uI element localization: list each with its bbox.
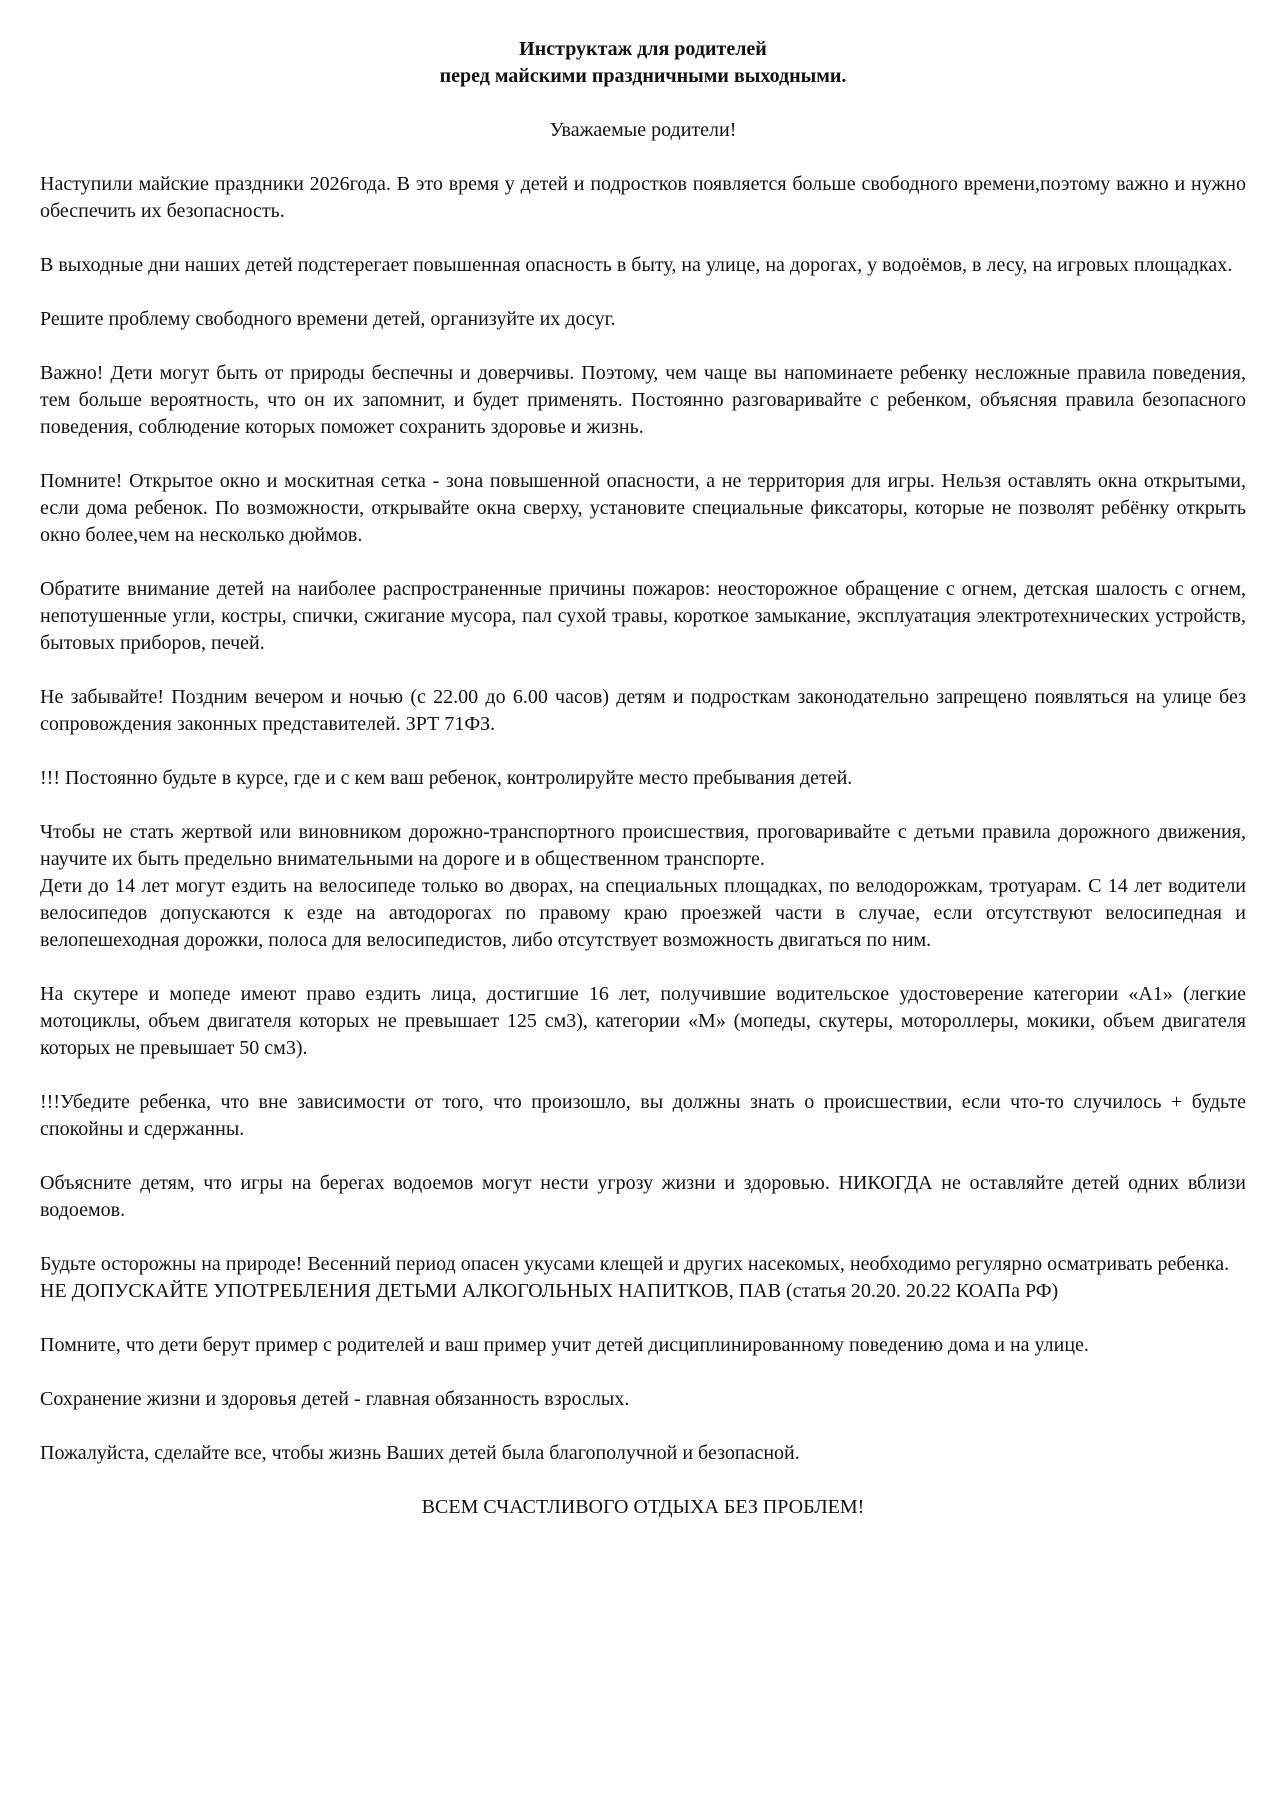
paragraph-alcohol: НЕ ДОПУСКАЙТЕ УПОТРЕБЛЕНИЯ ДЕТЬМИ АЛКОГОЛЬНЫХ НАПИТКОВ, ПАВ (статья 20.20. 20.22 КОАПа РФ) (40, 1280, 1059, 1302)
paragraph-water: Объясните детям, что игры на берегах водоемов могут нести угрозу жизни и здоровью. НИКОГДА не оставляйте детей одних вблизи водоемов. (40, 1172, 1246, 1221)
paragraph-important: Важно! Дети могут быть от природы беспечны и доверчивы. Поэтому, чем чаще вы напоминаете ребенку несложные правила поведения, тем больше вероятность, что он их запомнит, и будет применять. Постоянно разговаривайте с ребенком, объясняя правила безопасного поведения, соблюдение которых поможет сохранить здоровье и жизнь. (40, 362, 1246, 438)
paragraph-road-safety: Чтобы не стать жертвой или виновником дорожно-транспортного происшествия, проговаривайте с детьми правила дорожного движения, научите их быть предельно внимательными на дороге и в общественном транспорте. (40, 821, 1246, 870)
paragraph-duty: Сохранение жизни и здоровья детей - главная обязанность взрослых. (40, 1388, 630, 1410)
paragraph-holidays: Наступили майские праздники 2026года. В это время у детей и подростков появляется больше свободного времени,поэтому важно и нужно обеспечить их безопасность. (40, 173, 1246, 222)
paragraph-example: Помните, что дети берут пример с родителей и ваш пример учит детей дисциплинированному поведению дома и на улице. (40, 1334, 1089, 1356)
paragraph-windows: Помните! Открытое окно и москитная сетка - зона повышенной опасности, а не территория для игры. Нельзя оставлять окна открытыми, если дома ребенок. По возможности, открывайте окна сверху, установите специальные фиксаторы, которые не позволят ребёнку открыть окно более,чем на несколько дюймов. (40, 470, 1246, 546)
document-title-line-2: перед майскими праздничными выходными. (439, 65, 847, 87)
greeting: Уважаемые родители! (549, 119, 737, 141)
paragraph-ticks: Будьте осторожны на природе! Весенний период опасен укусами клещей и других насекомых, необходимо регулярно осматривать ребенка. (40, 1253, 1230, 1275)
paragraph-incidents: !!!Убедите ребенка, что вне зависимости от того, что произошло, вы должны знать о происшествии, если что-то случилось + будьте спокойны и сдержанны. (40, 1091, 1246, 1140)
paragraph-bicycles: Дети до 14 лет могут ездить на велосипеде только во дворах, на специальных площадках, по велодорожкам, тротуарам. С 14 лет водители велосипедов допускаются к езде на автодорогах по правому краю проезжей части в случае, если отсутствуют велосипедная и велопешеходная дорожки, полоса для велосипедистов, либо отсутствует возможность двигаться по ним. (40, 875, 1246, 951)
paragraph-curfew: Не забывайте! Поздним вечером и ночью (с 22.00 до 6.00 часов) детям и подросткам законодательно запрещено появляться на улице без сопровождения законных представителей. ЗРТ 71ФЗ. (40, 686, 1246, 735)
paragraph-whereabouts: !!! Постоянно будьте в курсе, где и с кем ваш ребенок, контролируйте место пребывания детей. (40, 767, 853, 789)
paragraph-scooters: На скутере и мопеде имеют право ездить лица, достигшие 16 лет, получившие водительское удостоверение категории «А1» (легкие мотоциклы, объем двигателя которых не превышает 125 см3), категории «М» (мопеды, скутеры, мотороллеры, мокики, объем двигателя которых не превышает 50 см3). (40, 983, 1246, 1059)
paragraph-fire: Обратите внимание детей на наиболее распространенные причины пожаров: неосторожное обращение с огнем, детская шалость с огнем, непотушенные угли, костры, спички, сжигание мусора, пал сухой травы, короткое замыкание, эксплуатация электротехнических устройств, бытовых приборов, печей. (40, 578, 1246, 654)
paragraph-please: Пожалуйста, сделайте все, чтобы жизнь Ваших детей была благополучной и безопасной. (40, 1442, 800, 1464)
paragraph-leisure: Решите проблему свободного времени детей, организуйте их досуг. (40, 308, 616, 330)
closing-line: ВСЕМ СЧАСТЛИВОГО ОТДЫХА БЕЗ ПРОБЛЕМ! (421, 1496, 865, 1518)
paragraph-danger: В выходные дни наших детей подстерегает повышенная опасность в быту, на улице, на дорогах, у водоёмов, в лесу, на игровых площадках. (40, 254, 1233, 276)
document-title-line-1: Инструктаж для родителей (519, 38, 767, 60)
